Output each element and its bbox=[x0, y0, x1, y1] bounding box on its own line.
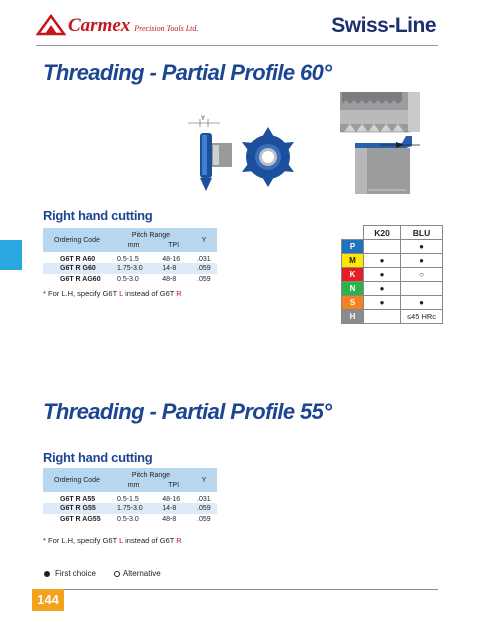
grade-row-h bbox=[342, 310, 443, 324]
grade-blu-cell: ≤45 HRc bbox=[401, 310, 443, 324]
col-header-pitch-range: Pitch Range bbox=[111, 468, 191, 479]
grade-k20-cell bbox=[364, 310, 401, 324]
material-group-label: S bbox=[342, 296, 364, 310]
col-header-mm: mm bbox=[111, 239, 156, 252]
brand-name: Carmex bbox=[68, 15, 131, 36]
pitch-tpi: 48-8 bbox=[162, 276, 177, 283]
side-tab-marker bbox=[0, 240, 22, 270]
material-group-label: K bbox=[342, 268, 364, 282]
ordering-table-60 bbox=[43, 228, 217, 285]
brand-subtitle: Precision Tools Ltd. bbox=[134, 24, 199, 33]
pitch-mm: 0.5-1.5 bbox=[117, 495, 139, 503]
legend-alternative: Alternative bbox=[122, 569, 161, 578]
footer-divider bbox=[36, 589, 438, 590]
grade-application-table bbox=[341, 225, 443, 324]
col-header-ordering-code: Ordering Code bbox=[43, 228, 111, 252]
pitch-tpi: 48-16 bbox=[162, 495, 181, 503]
pitch-tpi: 48-16 bbox=[162, 255, 181, 263]
table-row bbox=[43, 514, 217, 525]
pitch-tpi: 48-8 bbox=[162, 516, 177, 523]
col-header-mm: mm bbox=[111, 479, 156, 492]
col-header-y: Y bbox=[191, 228, 217, 252]
grade-row-n bbox=[342, 282, 443, 296]
insert-side-view-drawing bbox=[180, 115, 300, 195]
grade-k20-cell: ● bbox=[364, 254, 401, 268]
carmex-logo-icon bbox=[36, 14, 66, 36]
grade-k20-cell: ● bbox=[364, 268, 401, 282]
table-row bbox=[43, 274, 217, 285]
section-title-60: Threading - Partial Profile 60° bbox=[43, 60, 332, 85]
material-group-label: H bbox=[342, 310, 364, 324]
legend-first-choice: First choice bbox=[55, 569, 96, 578]
grade-col-blu: BLU bbox=[401, 226, 443, 240]
ordering-code: G6T R A55 bbox=[60, 495, 96, 503]
grade-blu-cell: ● bbox=[401, 240, 443, 254]
col-header-ordering-code: Ordering Code bbox=[43, 468, 111, 492]
section1-subtitle: Right hand cutting bbox=[43, 208, 153, 223]
product-line-title: Swiss-Line bbox=[331, 14, 436, 37]
grade-row-s bbox=[342, 296, 443, 310]
col-header-y: Y bbox=[191, 468, 217, 492]
legend bbox=[44, 569, 161, 578]
pitch-mm: 1.75-3.0 bbox=[111, 263, 156, 274]
page-number: 144 bbox=[32, 589, 64, 611]
pitch-tpi: 14-8 bbox=[156, 503, 191, 514]
grade-blu-cell: ○ bbox=[401, 268, 443, 282]
pitch-mm: 0.5-1.5 bbox=[117, 255, 139, 263]
note-text: * For L.H, specify G6T bbox=[43, 536, 120, 545]
grade-blu-cell bbox=[401, 282, 443, 296]
header-divider bbox=[36, 45, 438, 46]
pitch-mm: 0.5-3.0 bbox=[117, 276, 139, 283]
ordering-code: G6T R AG55 bbox=[60, 516, 101, 523]
brand-logo bbox=[36, 14, 198, 36]
table-row bbox=[43, 503, 217, 514]
ordering-code: G6T R G60 bbox=[43, 263, 111, 274]
y-value: .059 bbox=[197, 276, 211, 283]
note-text: instead of G6T bbox=[123, 536, 177, 545]
section-title-55: Threading - Partial Profile 55° bbox=[43, 399, 332, 424]
pitch-mm: 1.75-3.0 bbox=[111, 503, 156, 514]
lh-note-55 bbox=[43, 536, 182, 545]
open-circle-icon bbox=[114, 571, 120, 577]
ordering-code: G6T R G55 bbox=[43, 503, 111, 514]
table-row bbox=[43, 263, 217, 274]
section2-subtitle: Right hand cutting bbox=[43, 450, 153, 465]
pitch-mm: 0.5-3.0 bbox=[117, 516, 139, 523]
ordering-code: G6T R A60 bbox=[60, 255, 96, 263]
material-group-label: P bbox=[342, 240, 364, 254]
note-highlight-r: R bbox=[176, 289, 182, 298]
grade-k20-cell bbox=[364, 240, 401, 254]
grade-k20-cell: ● bbox=[364, 296, 401, 310]
note-text: * For L.H, specify G6T bbox=[43, 289, 120, 298]
grade-row-p bbox=[342, 240, 443, 254]
grade-k20-cell: ● bbox=[364, 282, 401, 296]
grade-row-m bbox=[342, 254, 443, 268]
col-header-tpi: TPI bbox=[156, 239, 191, 252]
note-highlight-l: L bbox=[119, 536, 124, 545]
y-value: .059 bbox=[191, 263, 217, 274]
grade-blu-cell: ● bbox=[401, 296, 443, 310]
col-header-tpi: TPI bbox=[156, 479, 191, 492]
y-value: .059 bbox=[197, 516, 211, 523]
note-text: instead of G6T bbox=[123, 289, 177, 298]
y-value: .059 bbox=[191, 503, 217, 514]
note-highlight-l: L bbox=[119, 289, 124, 298]
pitch-tpi: 14-8 bbox=[156, 263, 191, 274]
grade-row-k bbox=[342, 268, 443, 282]
grade-blu-cell: ● bbox=[401, 254, 443, 268]
material-group-label: M bbox=[342, 254, 364, 268]
table-row bbox=[43, 492, 217, 503]
y-dimension-label: Y bbox=[201, 116, 206, 122]
grade-header-blank bbox=[342, 226, 364, 240]
table-row bbox=[43, 252, 217, 263]
material-group-label: N bbox=[342, 282, 364, 296]
grade-col-k20: K20 bbox=[364, 226, 401, 240]
note-highlight-r: R bbox=[176, 536, 182, 545]
y-value: .031 bbox=[197, 495, 211, 503]
filled-dot-icon bbox=[44, 571, 50, 577]
threading-application-drawing bbox=[340, 88, 440, 200]
lh-note-60 bbox=[43, 289, 182, 298]
ordering-table-55 bbox=[43, 468, 217, 525]
ordering-code: G6T R AG60 bbox=[60, 276, 101, 283]
col-header-pitch-range: Pitch Range bbox=[111, 228, 191, 239]
y-value: .031 bbox=[197, 255, 211, 263]
